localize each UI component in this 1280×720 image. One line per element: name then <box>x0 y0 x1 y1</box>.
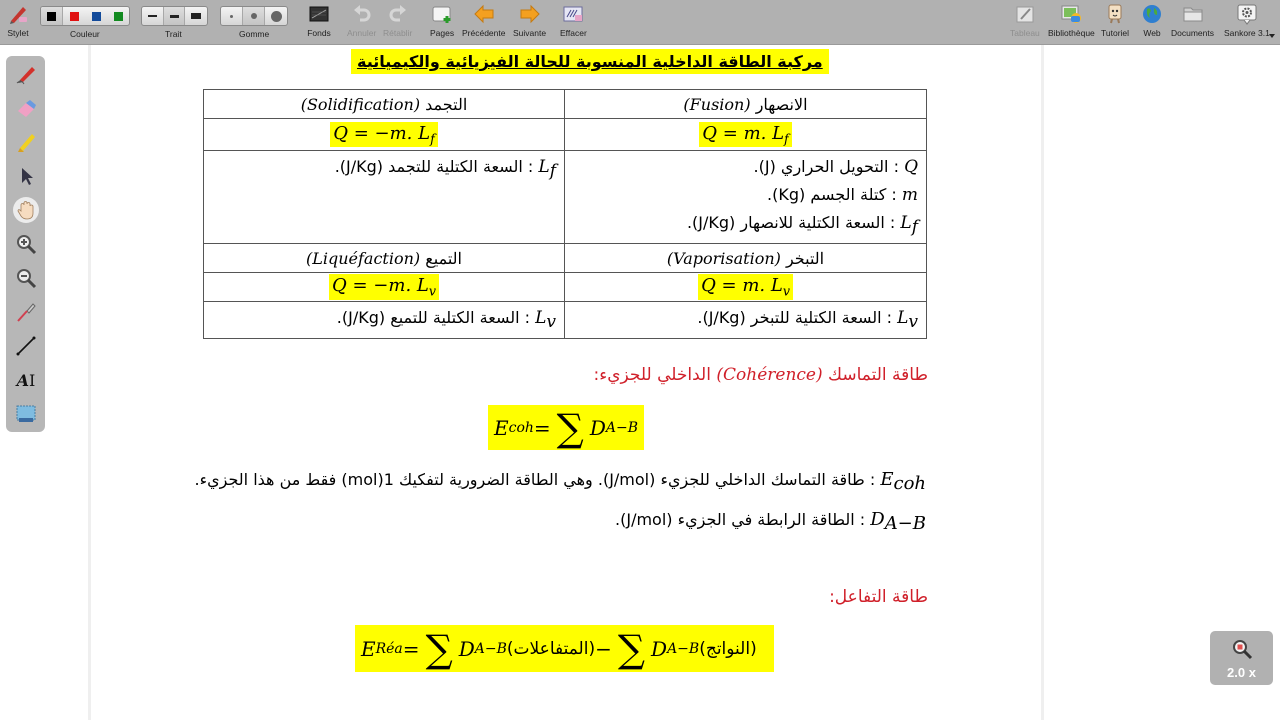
fusion-description: Q : التحويل الحراري (J). m : كتلة الجسم (Kg). $L_f$ : السعة الكتلية للانصهار (J/Kg). <box>565 151 927 244</box>
zoom-level-indicator[interactable] <box>1210 631 1273 685</box>
eraser-tool[interactable] <box>13 95 39 121</box>
background-grid-icon <box>307 2 331 26</box>
undo-button[interactable]: Annuler <box>347 2 376 38</box>
zoom-out-tool[interactable] <box>13 265 39 291</box>
tutorial-icon <box>1103 2 1127 26</box>
liquefaction-description: $L_v$ : السعة الكتلية للتميع (J/Kg). <box>204 302 565 339</box>
next-page-button[interactable]: Suivante <box>513 2 546 38</box>
zoom-in-tool[interactable] <box>13 231 39 257</box>
selector-tool[interactable] <box>13 163 39 189</box>
settings-gear-icon <box>1235 2 1259 26</box>
reaction-formula: E Réa = ∑ D A−B (المتفاعلات) − ∑ D A−B (النواتج) <box>355 625 774 672</box>
stroke-thick[interactable] <box>185 7 207 25</box>
arrow-right-icon <box>518 2 542 26</box>
zoom-out-icon <box>15 267 37 289</box>
arrow-left-icon <box>472 2 496 26</box>
vaporisation-header: التبخر (Vaporisation) <box>565 244 927 273</box>
web-button[interactable]: Web <box>1140 2 1164 38</box>
eraser-size-selector <box>220 6 288 26</box>
zoom-level-text: 2.0 x <box>1227 664 1256 680</box>
coherence-formula: E coh = ∑ D A−B <box>488 405 644 450</box>
reaction-section-title: طاقة التفاعل: <box>829 587 928 607</box>
folder-icon <box>1181 2 1205 26</box>
cursor-arrow-icon <box>15 165 37 187</box>
pages-button[interactable]: Pages <box>430 2 454 38</box>
stroke-width-selector <box>141 6 208 26</box>
marker-tool[interactable] <box>13 129 39 155</box>
dropdown-caret-icon[interactable] <box>1269 34 1275 38</box>
library-icon <box>1059 2 1083 26</box>
zoom-in-icon <box>15 233 37 255</box>
text-tool[interactable] <box>13 367 39 393</box>
solidification-equation: Q = −m. $L_f$ <box>204 119 565 151</box>
eraser-medium[interactable] <box>243 7 265 25</box>
highlighter-icon <box>15 131 37 153</box>
eraser-icon <box>15 97 37 119</box>
clear-button[interactable]: Effacer <box>560 2 587 38</box>
solidification-description: $L_f$ : السعة الكتلية للتجمد (J/Kg). <box>204 151 565 244</box>
previous-page-button[interactable]: Précédente <box>462 2 505 38</box>
vaporisation-description: $L_v$ : السعة الكتلية للتبخر (J/Kg). <box>565 302 927 339</box>
screen-capture-icon <box>15 403 37 425</box>
tool-palette <box>6 56 45 432</box>
redo-button[interactable]: Rétablir <box>383 2 412 38</box>
eraser-large[interactable] <box>265 7 287 25</box>
stroke-medium[interactable] <box>164 7 186 25</box>
tutorial-button[interactable]: Tutoriel <box>1101 2 1129 38</box>
text-icon: AI <box>16 370 36 390</box>
redo-icon <box>386 2 410 26</box>
clear-page-icon <box>561 2 585 26</box>
board-icon <box>1013 2 1037 26</box>
page-title: مركبة الطاقة الداخلية المنسوبة للحالة الفيزيائية والكيميائية <box>351 49 829 74</box>
bond-energy-definition: $D_{A-B}$ : الطاقة الرابطة في الجزيء (J/mol). <box>615 509 926 535</box>
sankore-menu-button[interactable]: Sankore 3.1 <box>1224 2 1270 38</box>
vaporisation-equation: Q = m. $L_v$ <box>565 273 927 302</box>
pen-icon <box>15 63 37 85</box>
color-blue[interactable] <box>85 7 107 25</box>
liquefaction-equation: Q = −m. $L_v$ <box>204 273 565 302</box>
fonds-button[interactable]: Fonds <box>307 2 331 38</box>
color-black[interactable] <box>41 7 63 25</box>
laser-pointer-icon <box>15 301 37 323</box>
stroke-thin[interactable] <box>142 7 164 25</box>
stylet-icon <box>6 2 30 26</box>
main-toolbar: Stylet Couleur Trait Gomme Fonds Annuler Rétablir Pages Précédente Suivante Effacer Tableau Bibliothèque Tutoriel Web Documents Sankore 3.1 <box>0 0 1280 45</box>
magnifier-icon <box>1230 637 1254 661</box>
liquefaction-header: التميع (Liquéfaction) <box>204 244 565 273</box>
tableau-button[interactable]: Tableau <box>1010 2 1040 38</box>
capture-tool[interactable] <box>13 401 39 427</box>
library-button[interactable]: Bibliothèque <box>1048 2 1095 38</box>
undo-icon <box>350 2 374 26</box>
add-page-icon <box>430 2 454 26</box>
coherence-definition: $E_{coh}$ : طاقة التماسك الداخلي للجزيء (J/mol). وهي الطاقة الضرورية لتفكيك 1(mol) فقط من هذا الجزيء. <box>194 469 926 495</box>
fusion-header: الانصهار (Fusion) <box>565 90 927 119</box>
line-tool[interactable] <box>13 333 39 359</box>
line-icon <box>15 335 37 357</box>
laser-pointer-tool[interactable] <box>13 299 39 325</box>
hand-tool[interactable] <box>13 197 39 223</box>
globe-icon <box>1140 2 1164 26</box>
phase-change-table <box>203 89 927 339</box>
fusion-equation: Q = m. $L_f$ <box>565 119 927 151</box>
hand-icon <box>15 199 37 221</box>
documents-button[interactable]: Documents <box>1171 2 1214 38</box>
solidification-header: التجمد (Solidification) <box>204 90 565 119</box>
color-red[interactable] <box>63 7 85 25</box>
stylet-button[interactable]: Stylet <box>6 2 30 38</box>
eraser-small[interactable] <box>221 7 243 25</box>
color-green[interactable] <box>107 7 129 25</box>
color-selector <box>40 6 130 26</box>
coherence-section-title: طاقة التماسك (Cohérence) الداخلي للجزيء: <box>593 365 928 385</box>
pen-tool[interactable] <box>13 61 39 87</box>
